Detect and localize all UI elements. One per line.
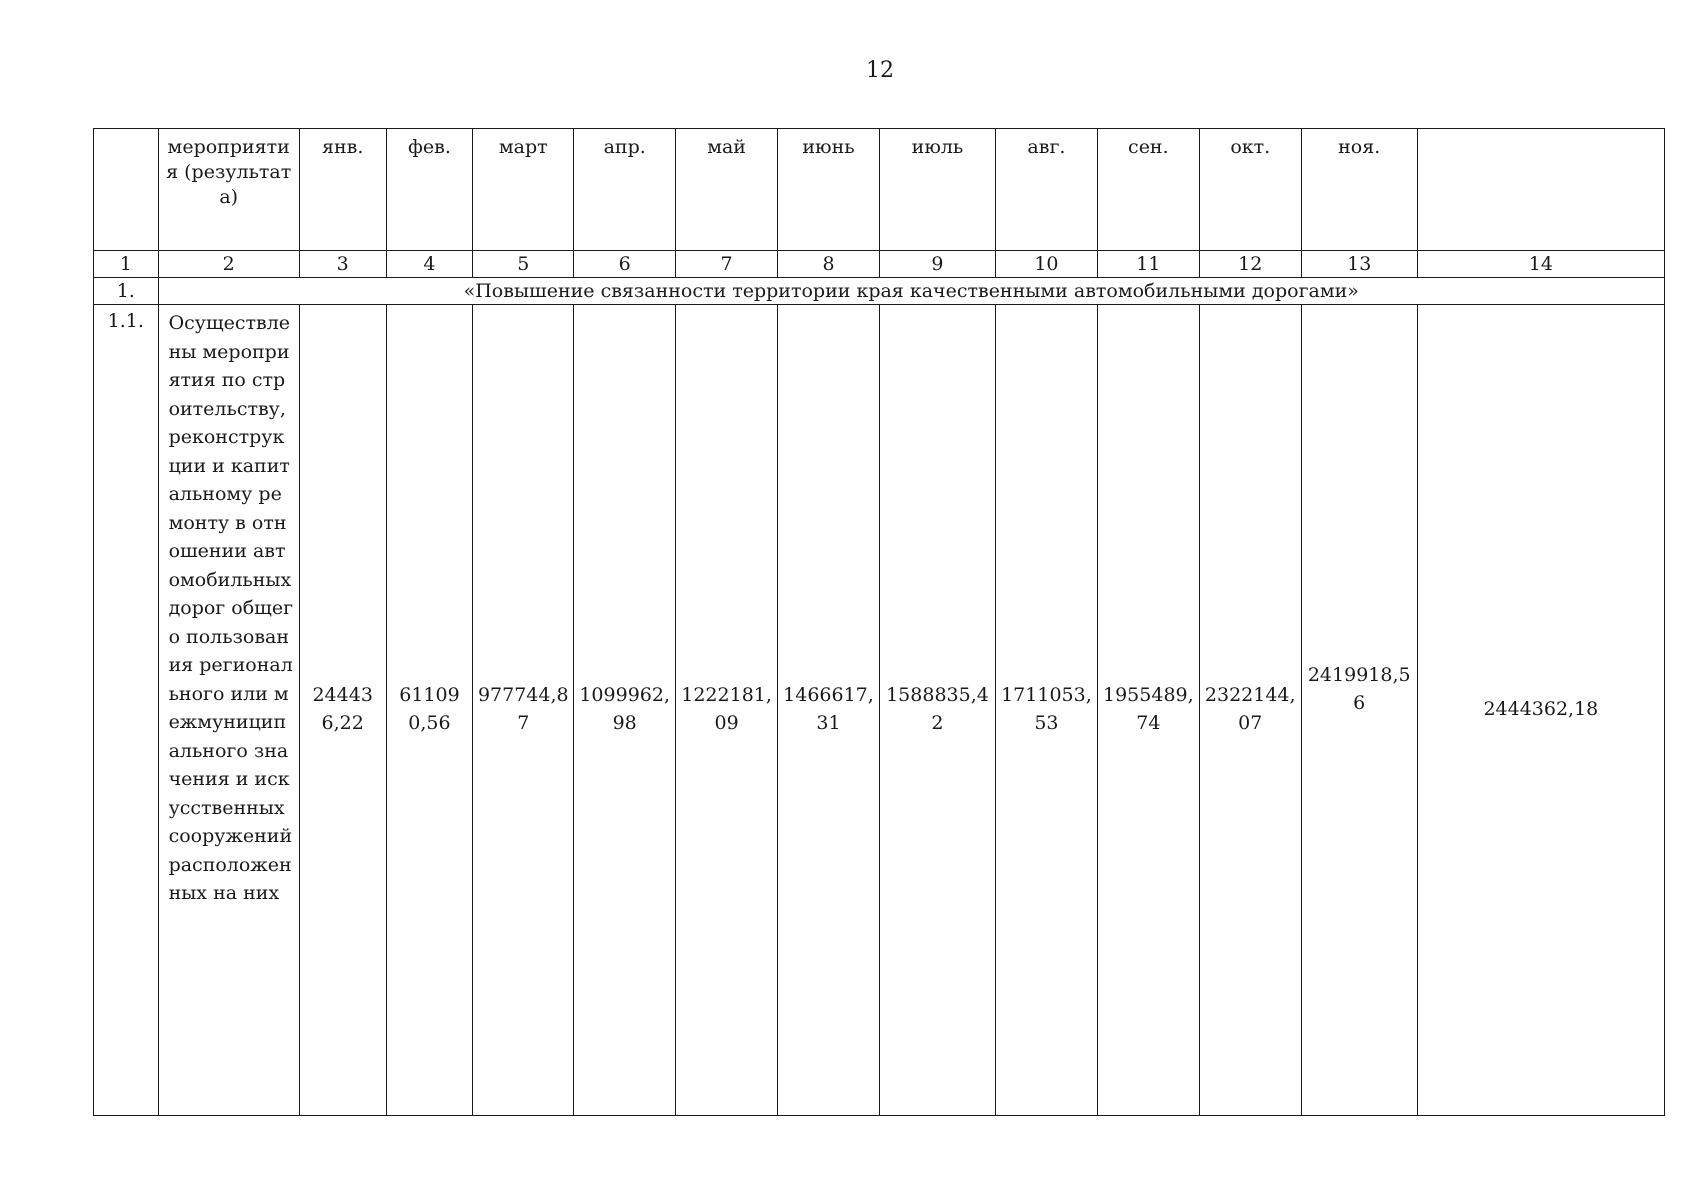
header-month-nov: ноя. [1301, 129, 1417, 251]
section-number: 1. [94, 278, 159, 305]
value-cell-jun [778, 305, 880, 1116]
value-cell-nov [1301, 305, 1417, 1116]
value-mar: 977744,87 [477, 684, 569, 734]
column-number: 9 [879, 251, 995, 278]
header-month-sep: сен. [1097, 129, 1199, 251]
header-col-1 [94, 129, 159, 251]
column-number: 8 [778, 251, 880, 278]
value-col14: 2444362,18 [1483, 698, 1599, 721]
header-month-aug: авг. [995, 129, 1097, 251]
header-month-feb: фев. [386, 129, 473, 251]
header-col-event: мероприятия (результата) [158, 129, 299, 251]
row-description-cell [158, 305, 299, 1116]
section-row [94, 278, 1665, 305]
value-cell-jul [879, 305, 995, 1116]
value-cell-col14 [1417, 305, 1664, 1116]
value-cell-oct [1199, 305, 1301, 1116]
value-apr: 1099962,98 [579, 684, 671, 734]
value-cell-feb [386, 305, 473, 1116]
table-row [94, 305, 1665, 1116]
value-jun: 1466617,31 [783, 684, 874, 734]
section-title: «Повышение связанности территории края качественными автомобильными дорогами» [158, 278, 1664, 305]
column-number: 3 [299, 251, 386, 278]
value-jul: 1588835,42 [886, 684, 989, 734]
table-header-row [94, 129, 1665, 251]
value-cell-jan [299, 305, 386, 1116]
value-cell-sep [1097, 305, 1199, 1116]
header-month-jul: июль [879, 129, 995, 251]
value-aug: 1711053,53 [1001, 684, 1092, 734]
header-month-may: май [676, 129, 778, 251]
value-may: 1222181,09 [681, 684, 772, 734]
value-cell-may [676, 305, 778, 1116]
value-feb: 611090,56 [399, 684, 460, 734]
header-month-jun: июнь [778, 129, 880, 251]
value-oct: 2322144,07 [1204, 684, 1296, 734]
plan-table [93, 128, 1665, 1116]
header-month-jan: янв. [299, 129, 386, 251]
column-number: 7 [676, 251, 778, 278]
page-number: 12 [866, 58, 894, 83]
header-month-oct: окт. [1199, 129, 1301, 251]
row-number: 1.1. [94, 305, 159, 1116]
value-nov: 2419918,56 [1307, 664, 1411, 714]
value-cell-mar [473, 305, 574, 1116]
column-number: 12 [1199, 251, 1301, 278]
column-number: 2 [158, 251, 299, 278]
column-number: 11 [1097, 251, 1199, 278]
header-col-14 [1417, 129, 1664, 251]
column-number: 5 [473, 251, 574, 278]
column-number: 14 [1417, 251, 1664, 278]
value-sep: 1955489,74 [1103, 684, 1194, 734]
header-month-apr: апр. [574, 129, 676, 251]
column-number-row [94, 251, 1665, 278]
value-cell-aug [995, 305, 1097, 1116]
header-month-mar: март [473, 129, 574, 251]
value-jan: 244436,22 [312, 684, 373, 734]
column-number: 13 [1301, 251, 1417, 278]
column-number: 1 [94, 251, 159, 278]
column-number: 10 [995, 251, 1097, 278]
column-number: 6 [574, 251, 676, 278]
column-number: 4 [386, 251, 473, 278]
value-cell-apr [574, 305, 676, 1116]
row-description: Осуществлены мероприятия по строительству, реконструкции и капитальному ремонту в отношении автомобильных дорог общего пользования регионального или межмуниципального значения и искусственных сооружений расположенных на них [168, 312, 294, 904]
